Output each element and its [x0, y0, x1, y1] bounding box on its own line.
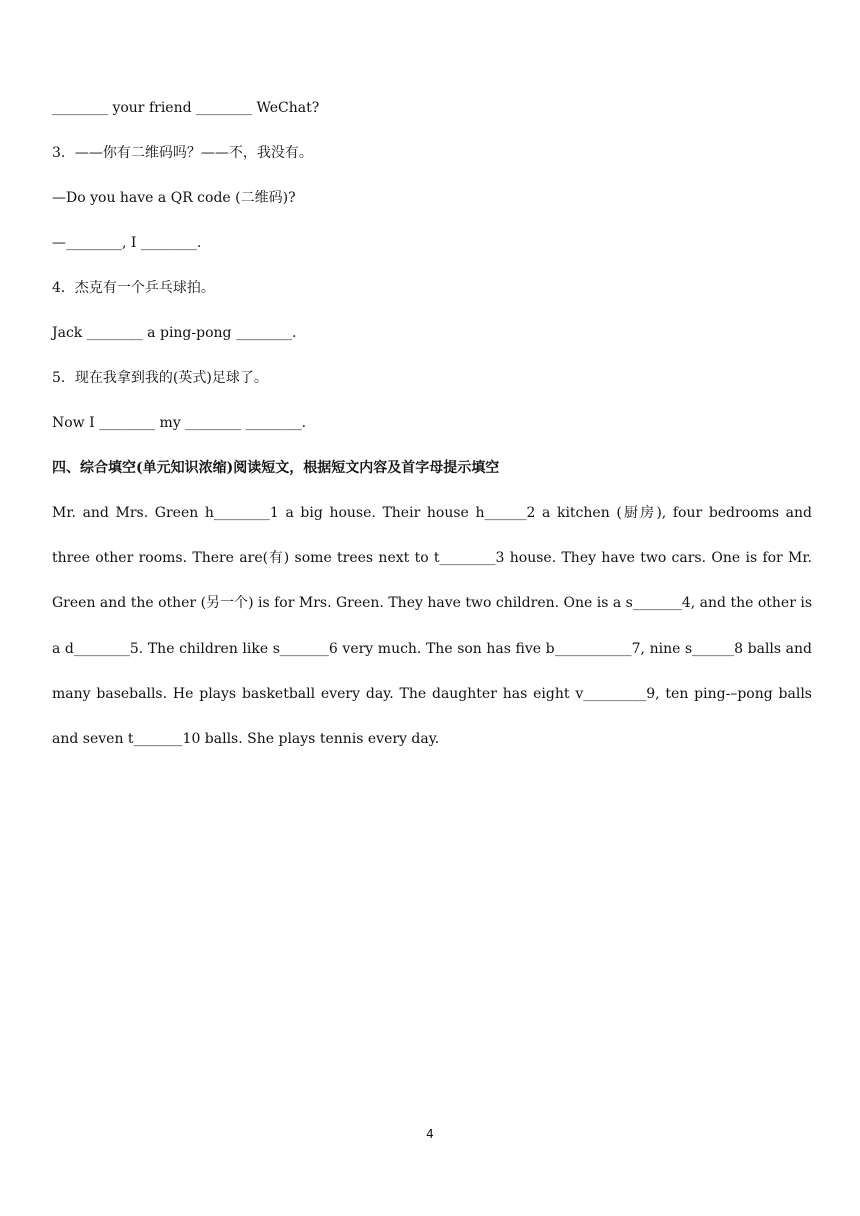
worksheet-page [52, 86, 812, 762]
section-heading: 四、综合填空(单元知识浓缩)阅读短文，根据短文内容及首字母提示填空 [52, 460, 500, 476]
page-number: 4 [426, 1127, 434, 1141]
question-line: 5．现在我拿到我的(英式)足球了。 [52, 370, 268, 386]
question-line: 4．杰克有一个乒乓球拍。 [52, 280, 215, 296]
question-line: —________, I ________. [52, 235, 202, 251]
question-line: Now I ________ my ________ ________. [52, 415, 307, 431]
question-line: —Do you have a QR code (二维码)? [52, 190, 296, 206]
question-line: ________ your friend ________ WeChat? [52, 100, 320, 116]
question-line: Jack ________ a ping-pong ________. [52, 325, 297, 341]
cloze-passage: Mr. and Mrs. Green h________1 a big house. Their house h______2 a kitchen (厨房), four bedrooms and three other rooms. There are(有) some trees next to t________3 house. They have two cars. One is for Mr. Green and the other (另一个) is for Mrs. Green. They have two children. One is a s_______4, and the other is a d________5. The children like s_______6 very much. The son has five b___________7, nine s______8 balls and many baseballs. He plays basketball every day. The daughter has eight v_________9, ten ping-–pong balls and seven t_______10 balls. She plays tennis every day. [52, 505, 812, 748]
question-line: 3．——你有二维码吗？——不，我没有。 [52, 145, 313, 161]
